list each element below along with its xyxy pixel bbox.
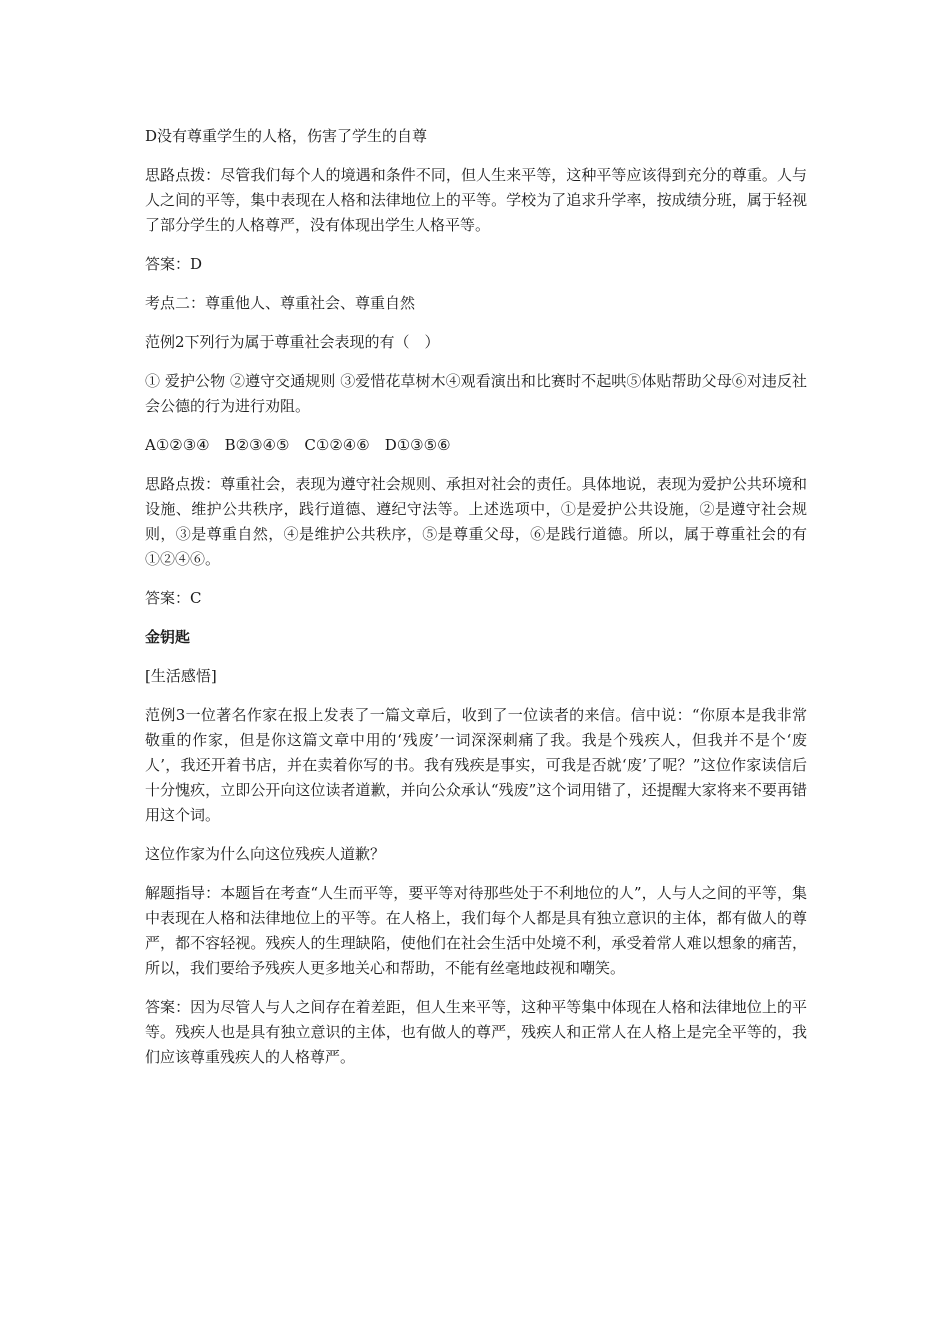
- answer-1: 答案：D: [145, 255, 203, 273]
- section-heading: 金钥匙: [145, 628, 191, 646]
- life-insight-label: [生活感悟]: [145, 667, 217, 685]
- document-page: [145, 124, 807, 1084]
- example-3-story: 范例3一位著名作家在报上发表了一篇文章后，收到了一位读者的来信。信中说：“你原本是我非常敬重的作家，但是你这篇文章中用的‘残废’一词深深刺痛了我。我是个残疾人，但我并不是个‘废人’，我还开着书店，并在卖着你写的书。我有残疾是事实，可我是否就‘废’了呢？”这位作家读信后十分愧疚，立即公开向这位读者道歉，并向公众承认“残废”这个词用错了，还提醒大家将来不要再错用这个词。: [145, 706, 807, 824]
- analysis-2: 思路点拨：尊重社会，表现为遵守社会规则、承担对社会的责任。具体地说，表现为爱护公共环境和设施、维护公共秩序，践行道德、遵纪守法等。上述选项中，①是爱护公共设施，②是遵守社会规则，③是尊重自然，④是维护公共秩序，⑤是尊重父母，⑥是践行道德。所以，属于尊重社会的有①②④⑥。: [145, 475, 807, 568]
- example-2-items: ① 爱护公物 ②遵守交通规则 ③爱惜花草树木④观看演出和比赛时不起哄⑤体贴帮助父母⑥对违反社会公德的行为进行劝阻。: [145, 372, 807, 415]
- option-d-text: D没有尊重学生的人格，伤害了学生的自尊: [145, 127, 428, 145]
- answer-2: 答案：C: [145, 589, 202, 607]
- example-3-question: 这位作家为什么向这位残疾人道歉？: [145, 845, 386, 863]
- answer-3: 答案：因为尽管人与人之间存在着差距，但人生来平等，这种平等集中体现在人格和法律地位上的平等。残疾人也是具有独立意识的主体，也有做人的尊严，残疾人和正常人在人格上是完全平等的，我们应该尊重残疾人的人格尊严。: [145, 998, 807, 1066]
- example-2-question: 范例2下列行为属于尊重社会表现的有（ ）: [145, 333, 440, 351]
- analysis-1: 思路点拨：尽管我们每个人的境遇和条件不同，但人生来平等，这种平等应该得到充分的尊重。人与人之间的平等，集中表现在人格和法律地位上的平等。学校为了追求升学率，按成绩分班，属于轻视了部分学生的人格尊严，没有体现出学生人格平等。: [145, 166, 807, 234]
- solution-guide: 解题指导：本题旨在考查“人生而平等，要平等对待那些处于不利地位的人”，人与人之间的平等，集中表现在人格和法律地位上的平等。在人格上，我们每个人都是具有独立意识的主体，都有做人的尊严，都不容轻视。残疾人的生理缺陷，使他们在社会生活中处境不利，承受着常人难以想象的痛苦，所以，我们要给予残疾人更多地关心和帮助，不能有丝毫地歧视和嘲笑。: [145, 884, 807, 977]
- key-point-2: 考点二：尊重他人、尊重社会、尊重自然: [145, 294, 416, 312]
- example-2-options: A①②③④ B②③④⑤ C①②④⑥ D①③⑤⑥: [145, 436, 451, 454]
